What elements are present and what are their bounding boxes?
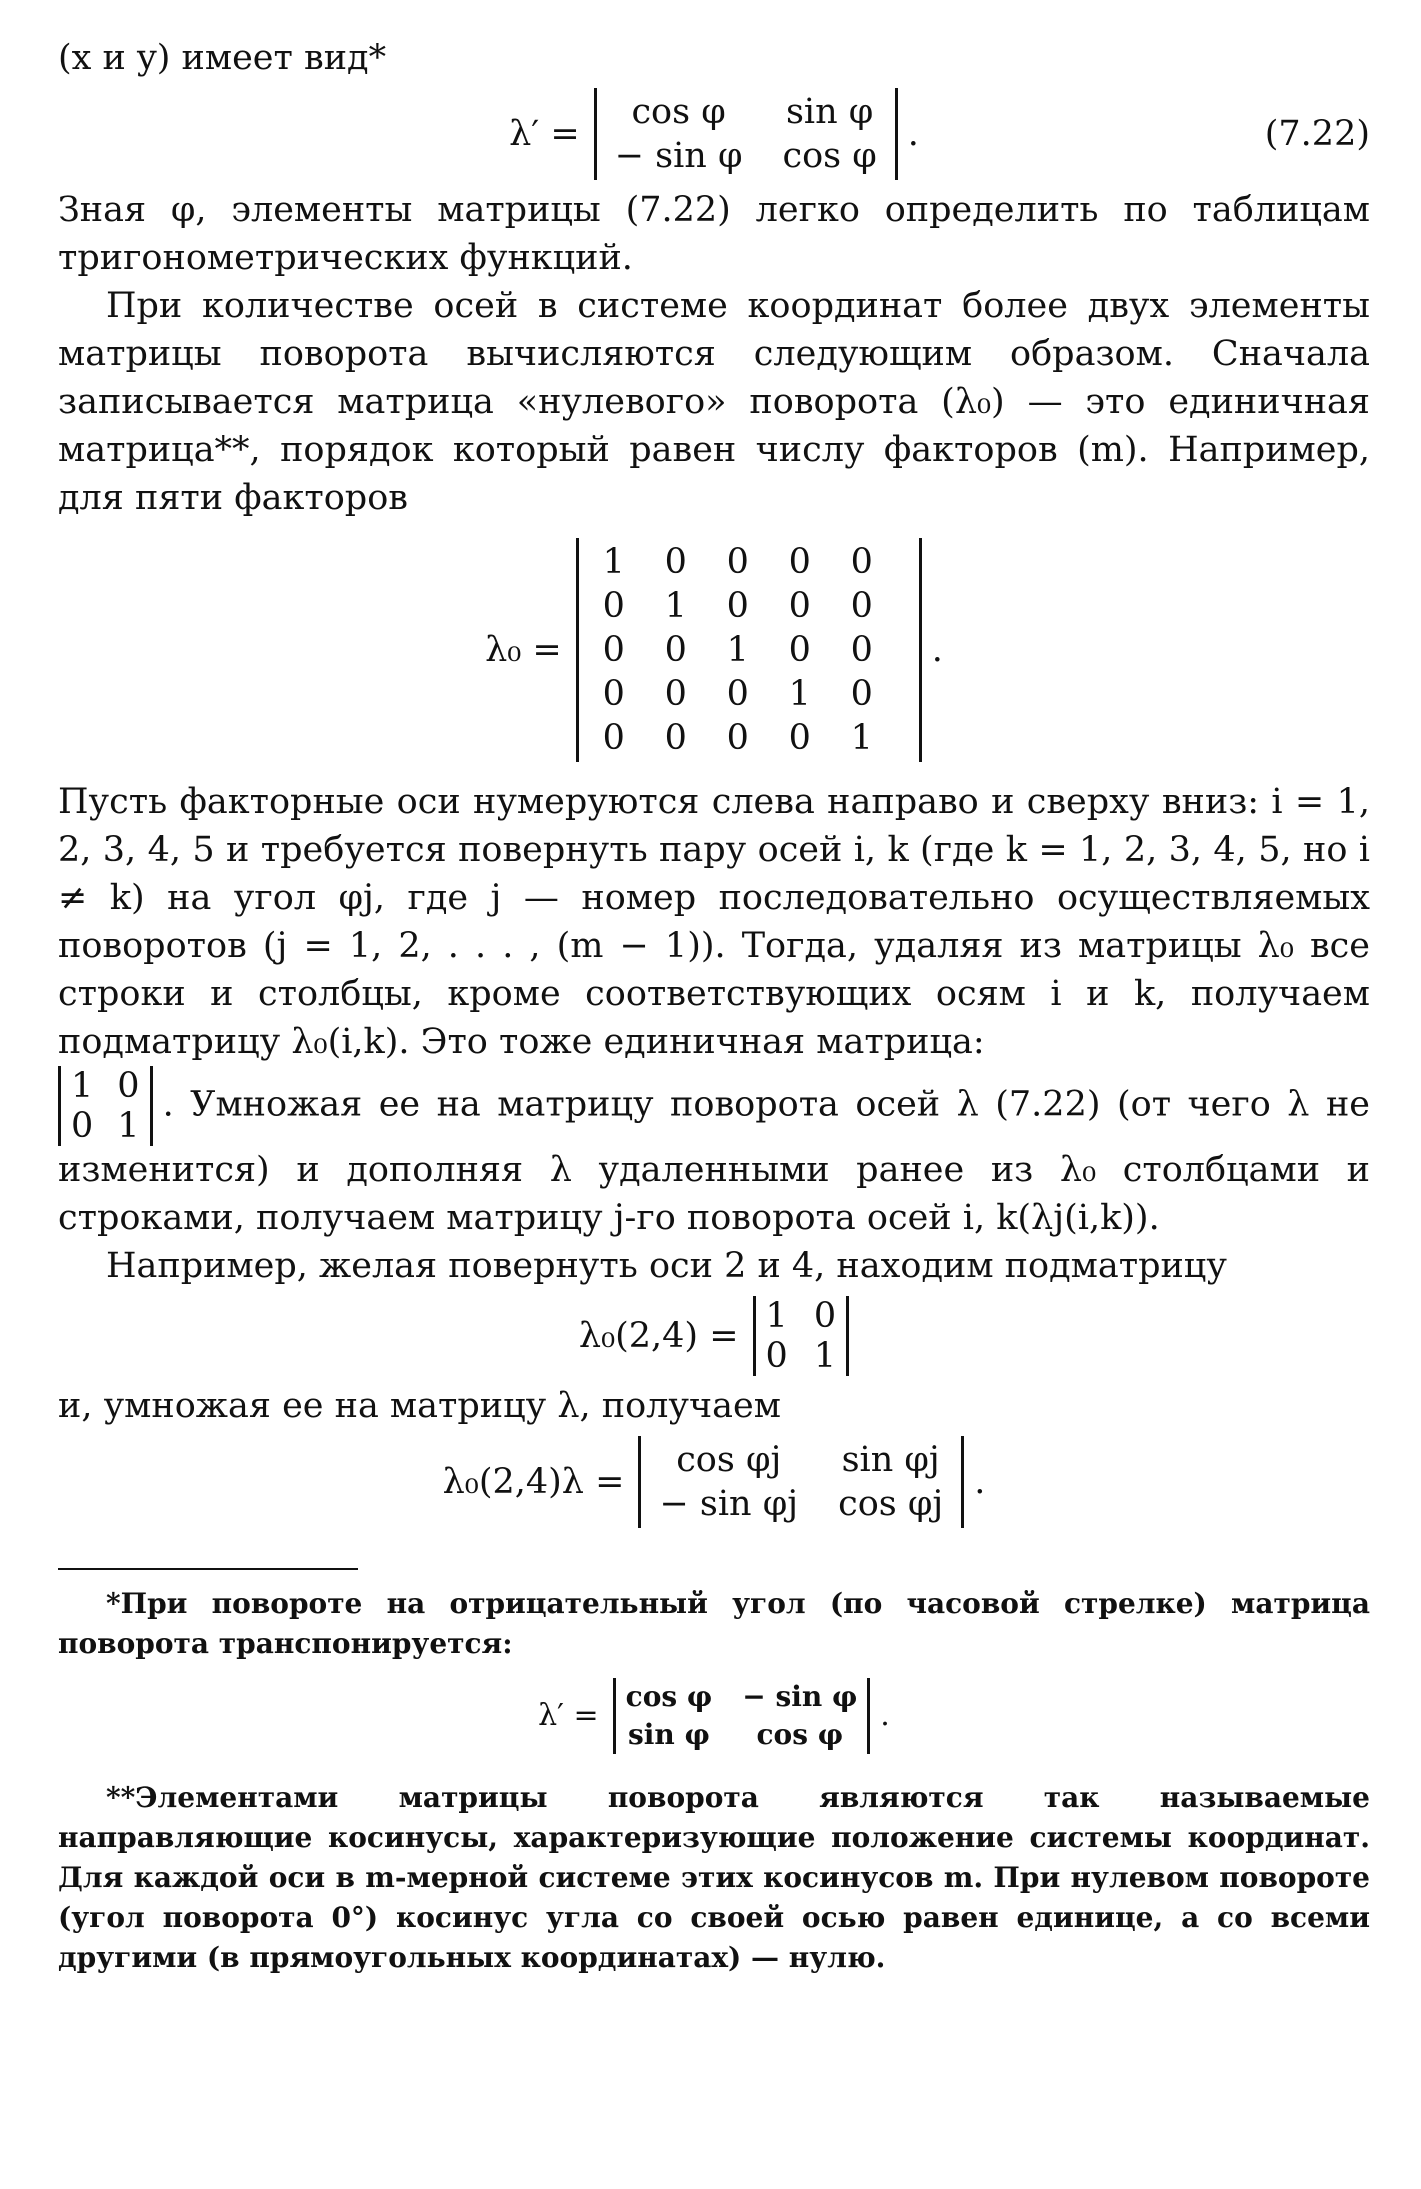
matrix-cell: 1	[765, 1296, 788, 1336]
matrix-cell: 0	[602, 718, 625, 758]
identity-matrix	[576, 538, 922, 762]
matrix-cell: 0	[850, 630, 873, 670]
matrix-cell: 1	[850, 718, 873, 758]
matrix-cell: 0	[765, 1336, 788, 1376]
matrix-cell: 0	[788, 630, 811, 670]
product-matrix	[638, 1436, 964, 1528]
paragraph-3: Пусть факторные оси нумеруются слева направо и сверху вниз: i = 1, 2, 3, 4, 5 и требуется повернуть пару осей i, k (где k = 1, 2, 3, 4, 5, но i ≠ k) на угол φj, где j — номер последовательно осуществляемых поворотов (j = 1, 2, . . . , (m − 1)). Тогда, удаляя из матрицы λ₀ все строки и столбцы, кроме соответствующих осям i и k, получаем подматрицу λ₀(i,k). Это тоже единичная матрица:	[58, 782, 1370, 1062]
matrix-cell: 0	[788, 542, 811, 582]
matrix-cell: 0	[813, 1296, 837, 1336]
equation-lhs: λ′ =	[538, 1698, 599, 1733]
paragraph-2: При количестве осей в системе координат более двух элементы матрицы поворота вычисляются следующим образом. Сначала записывается матрица «нулевого» поворота (λ₀) — это единичная матрица**, порядок который равен числу факторов (m). Например, для пяти факторов	[58, 286, 1370, 518]
footnote-equation	[58, 1678, 1370, 1754]
paragraph-3b	[58, 1066, 1370, 1242]
transposed-matrix	[613, 1678, 871, 1754]
inline-identity-matrix	[58, 1066, 153, 1146]
matrix-cell: cos φj	[676, 1440, 782, 1480]
equation-period: .	[880, 1698, 890, 1733]
equation-lhs: λ′ =	[509, 114, 580, 154]
matrix-cell: 0	[850, 586, 873, 626]
matrix-cell: 0	[726, 586, 749, 626]
matrix-cell: 0	[602, 586, 625, 626]
identity-matrix-equation	[58, 538, 1370, 762]
matrix-cell: 0	[664, 542, 687, 582]
footnote-divider	[58, 1568, 358, 1570]
product-equation	[58, 1436, 1370, 1528]
matrix-cell: 0	[664, 674, 687, 714]
matrix-cell: 0	[664, 630, 687, 670]
matrix-cell: 0	[788, 718, 811, 758]
rotation-matrix	[594, 88, 898, 180]
equation-7-22	[58, 88, 1370, 180]
matrix-cell: cos φ	[782, 136, 877, 176]
matrix-cell: 1	[813, 1336, 837, 1376]
submatrix-equation	[58, 1296, 1370, 1376]
matrix-cell: sin φ	[785, 92, 874, 132]
paragraph-4: Например, желая повернуть оси 2 и 4, находим подматрицу	[106, 1246, 1227, 1286]
matrix-cell: cos φ	[756, 1718, 844, 1751]
matrix-cell: 1	[788, 674, 811, 714]
matrix-cell: sin φj	[841, 1440, 940, 1480]
paragraph-5: и, умножая ее на матрицу λ, получаем	[58, 1386, 781, 1426]
matrix-cell: 1	[602, 542, 625, 582]
matrix-cell: sin φ	[628, 1718, 710, 1751]
matrix-cell: − sin φ	[742, 1680, 858, 1713]
matrix-cell: 1	[726, 630, 749, 670]
matrix-cell: 0	[726, 542, 749, 582]
equation-period: .	[974, 1462, 986, 1502]
line-intro: (x и y) имеет вид*	[58, 38, 387, 78]
equation-lhs: λ₀ =	[485, 630, 562, 670]
matrix-cell: 0	[850, 542, 873, 582]
equation-number: (7.22)	[1264, 114, 1370, 154]
matrix-cell: 0	[71, 1106, 94, 1146]
paragraph-1: Зная φ, элементы матрицы (7.22) легко определить по таблицам тригонометрических функций.	[58, 190, 1370, 278]
equation-lhs: λ₀(2,4)λ =	[442, 1462, 625, 1502]
matrix-cell: 1	[664, 586, 687, 626]
page	[58, 34, 1370, 1978]
matrix-cell: 0	[788, 586, 811, 626]
matrix-cell: 0	[602, 674, 625, 714]
matrix-cell: − sin φj	[659, 1484, 799, 1524]
matrix-cell: 0	[726, 674, 749, 714]
submatrix	[753, 1296, 850, 1376]
matrix-cell: − sin φ	[614, 136, 743, 176]
matrix-cell: 1	[71, 1066, 94, 1106]
footnote-1: *При повороте на отрицательный угол (по часовой стрелке) матрица поворота транспонируется:	[58, 1587, 1370, 1660]
matrix-cell: 0	[850, 674, 873, 714]
equation-lhs: λ₀(2,4) =	[578, 1316, 739, 1356]
paragraph-3b-text: . Умножая ее на матрицу поворота осей λ (7.22) (от чего λ не изменится) и дополняя λ удаленными ранее из λ₀ столбцами и строками, получаем матрицу j-го поворота осей i, k(λj(i,k)).	[58, 1084, 1370, 1238]
matrix-cell: cos φ	[625, 1680, 713, 1713]
matrix-cell: 1	[117, 1106, 140, 1146]
matrix-cell: 0	[726, 718, 749, 758]
matrix-cell: 0	[664, 718, 687, 758]
matrix-cell: cos φj	[838, 1484, 944, 1524]
equation-period: .	[907, 114, 919, 154]
matrix-cell: 0	[117, 1066, 140, 1106]
equation-period: .	[931, 630, 943, 670]
footnote-2: **Элементами матрицы поворота являются так называемые направляющие косинусы, характеризующие положение системы координат. Для каждой оси в m-мерной системе этих косинусов m. При нулевом повороте (угол поворота 0°) косинус угла со своей осью равен единице, а со всеми другими (в прямоугольных координатах) — нулю.	[58, 1781, 1370, 1974]
matrix-cell: cos φ	[631, 92, 726, 132]
matrix-cell: 0	[602, 630, 625, 670]
